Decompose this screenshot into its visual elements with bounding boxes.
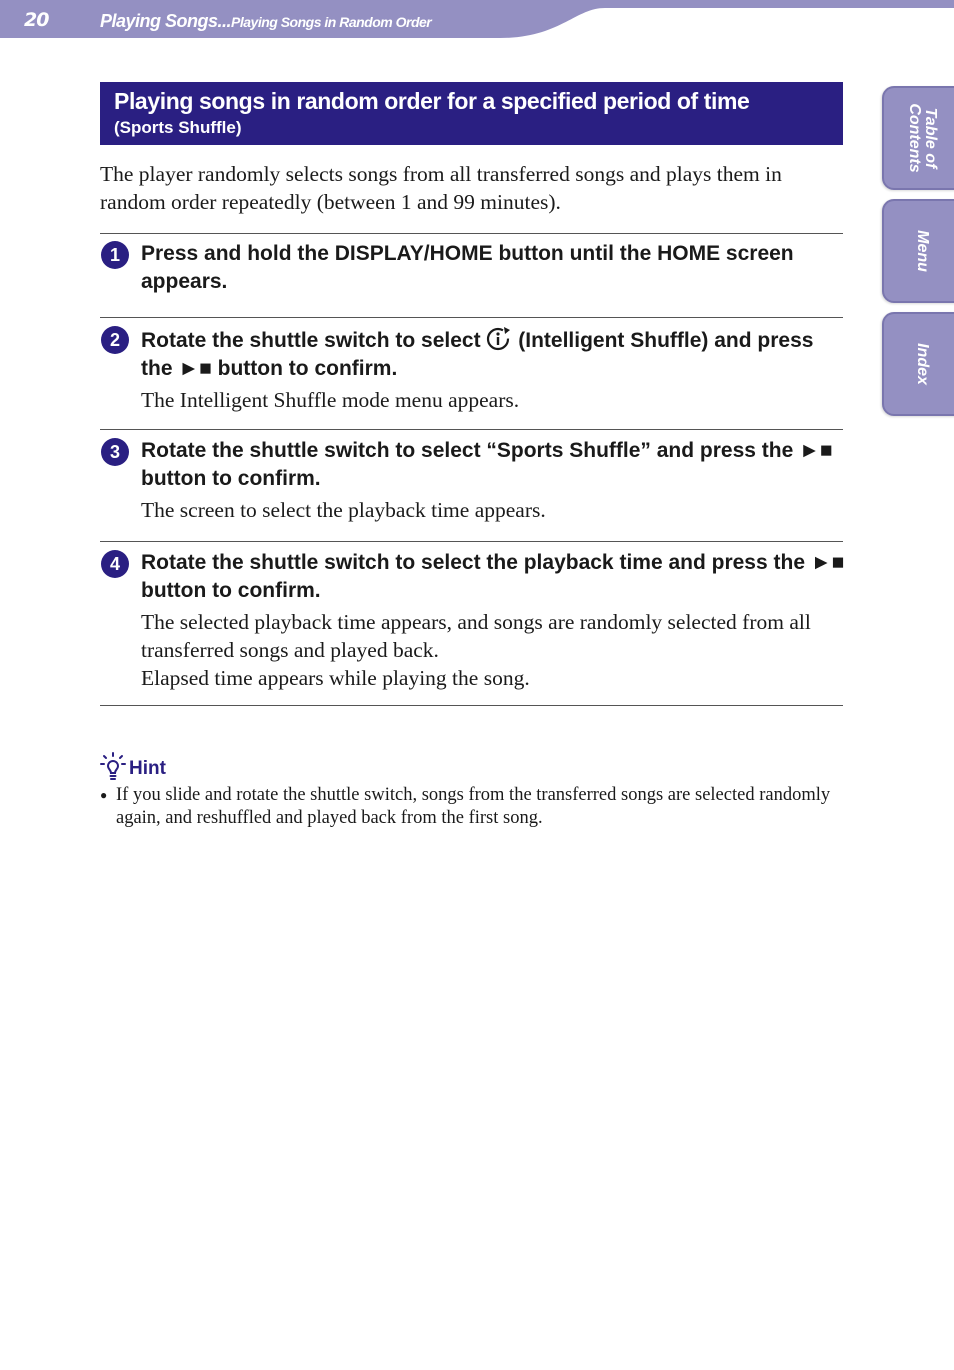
step-number: 1 bbox=[101, 241, 129, 269]
section-title: Playing songs in random order for a specified period of time bbox=[114, 88, 750, 114]
step-1 bbox=[100, 240, 845, 296]
hint-heading bbox=[100, 752, 845, 780]
hint-title: Hint bbox=[129, 758, 166, 779]
step-body bbox=[141, 608, 845, 692]
tab-label: Table of Contents bbox=[906, 103, 939, 173]
play-stop-icon: ►■ bbox=[810, 551, 845, 574]
step-heading-part: Rotate the shuttle switch to select “Sports Shuffle” and press the bbox=[141, 439, 794, 462]
step-2 bbox=[100, 325, 845, 414]
step-heading bbox=[141, 325, 845, 383]
step-heading-part: button to confirm. bbox=[141, 467, 321, 490]
divider bbox=[100, 233, 843, 234]
tab-label: Menu bbox=[914, 230, 931, 272]
step-body bbox=[141, 496, 845, 524]
play-stop-icon: ►■ bbox=[178, 357, 212, 380]
step-heading-part: Rotate the shuttle switch to select bbox=[141, 329, 481, 352]
hint-box bbox=[100, 752, 845, 830]
step-heading bbox=[141, 437, 845, 493]
intelligent-shuffle-icon bbox=[486, 325, 512, 351]
step-body-line: Elapsed time appears while playing the song. bbox=[141, 666, 530, 690]
tab-index[interactable] bbox=[882, 312, 954, 416]
step-4 bbox=[100, 549, 845, 692]
page-header bbox=[0, 0, 954, 40]
divider bbox=[100, 429, 843, 430]
play-stop-icon: ►■ bbox=[799, 439, 833, 462]
tab-menu[interactable] bbox=[882, 199, 954, 303]
page-number: 20 bbox=[24, 9, 49, 31]
breadcrumb bbox=[100, 11, 431, 32]
divider bbox=[100, 705, 843, 706]
tab-label: Index bbox=[914, 343, 931, 385]
hint-item: ● If you slide and rotate the shuttle switch, songs from the transferred songs are selected randomly again, and reshuffled and played back from the first song. bbox=[100, 784, 845, 830]
step-3 bbox=[100, 437, 845, 524]
step-body-line: The Intelligent Shuffle mode menu appears. bbox=[141, 388, 520, 412]
breadcrumb-section: Playing Songs... bbox=[100, 11, 232, 31]
step-number: 3 bbox=[101, 438, 129, 466]
section-subtitle: (Sports Shuffle) bbox=[114, 118, 242, 137]
step-body-line: The selected playback time appears, and songs are randomly selected from all transferred songs and played back. bbox=[141, 610, 811, 662]
step-number: 2 bbox=[101, 326, 129, 354]
step-number: 4 bbox=[101, 550, 129, 578]
step-heading: Press and hold the DISPLAY/HOME button until the HOME screen appears. bbox=[141, 242, 794, 293]
divider bbox=[100, 317, 843, 318]
breadcrumb-subsection: Playing Songs in Random Order bbox=[231, 14, 432, 30]
lightbulb-icon bbox=[100, 752, 126, 780]
step-heading-part: button to confirm. bbox=[141, 579, 321, 602]
step-heading-part: Rotate the shuttle switch to select the playback time and press the bbox=[141, 551, 806, 574]
intro-paragraph: The player randomly selects songs from all transferred songs and plays them in random order repeatedly (between 1 and 99 minutes). bbox=[100, 162, 782, 214]
step-heading bbox=[141, 549, 845, 605]
divider bbox=[100, 541, 843, 542]
step-body-line: The screen to select the playback time appears. bbox=[141, 498, 546, 522]
step-heading-part: button to confirm. bbox=[217, 357, 398, 380]
step-body bbox=[141, 386, 845, 414]
step-heading-part: (Intelligent Shuffle) and press the bbox=[141, 329, 814, 380]
tab-table-of-contents[interactable] bbox=[882, 86, 954, 190]
section-banner bbox=[100, 82, 843, 145]
